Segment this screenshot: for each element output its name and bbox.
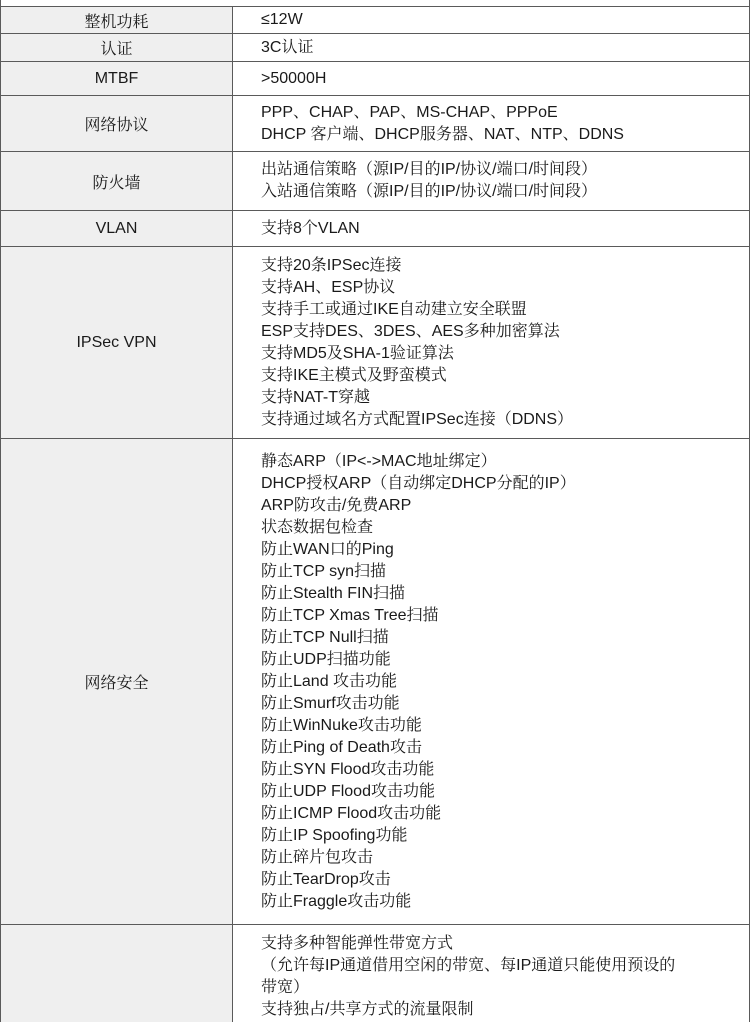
spec-line: PPP、CHAP、PAP、MS-CHAP、PPPoE: [261, 103, 558, 121]
spec-line: 静态ARP（IP<->MAC地址绑定）: [261, 452, 497, 470]
spec-line: 防止Ping of Death攻击: [261, 738, 422, 756]
spec-line: 防止Fraggle攻击功能: [261, 892, 412, 910]
spec-line: ≤12W: [261, 11, 303, 28]
spec-label: 网络协议: [1, 96, 233, 151]
spec-row-firewall: [1, 151, 749, 210]
spec-line: 3C认证: [261, 38, 314, 56]
spec-line: 支持独占/共享方式的流量限制: [261, 1001, 474, 1018]
spec-row-ipsec-vpn: [1, 246, 749, 438]
spec-line: 支持MD5及SHA-1验证算法: [261, 344, 454, 362]
spec-line: 防止TCP Xmas Tree扫描: [261, 606, 439, 624]
spec-row-mtbf: [1, 61, 749, 95]
spec-label: 防火墙: [1, 152, 233, 210]
spec-line: 防止TearDrop攻击: [261, 870, 391, 888]
spec-line: 支持20条IPSec连接: [261, 256, 402, 274]
spec-row-vlan: [1, 210, 749, 246]
spec-label: VLAN: [1, 211, 233, 246]
spec-line: >50000H: [261, 69, 327, 87]
spec-line: 支持NAT-T穿越: [261, 388, 371, 406]
spec-line: 支持多种智能弹性带宽方式: [261, 935, 454, 952]
spec-line: 入站通信策略（源IP/目的IP/协议/端口/时间段）: [261, 183, 598, 200]
spec-line: 支持通过域名方式配置IPSec连接（DDNS）: [261, 410, 574, 428]
spec-label: 网络安全: [1, 439, 233, 924]
spec-line: 防止ICMP Flood攻击功能: [261, 804, 442, 822]
spec-line: 防止Land 攻击功能: [261, 672, 398, 690]
spec-line: 防止Smurf攻击功能: [261, 694, 400, 712]
spec-line: 支持AH、ESP协议: [261, 278, 396, 296]
spec-line: 防止WinNuke攻击功能: [261, 716, 422, 734]
spec-line: 防止WAN口的Ping: [261, 540, 394, 558]
spec-value: [233, 925, 749, 1022]
spec-row-network-protocol: [1, 95, 749, 151]
spec-line: ARP防攻击/免费ARP: [261, 496, 412, 514]
spec-line: 支持8个VLAN: [261, 219, 360, 237]
spec-label: 认证: [1, 34, 233, 61]
spec-line: ESP支持DES、3DES、AES多种加密算法: [261, 322, 560, 340]
spec-value: [233, 152, 749, 210]
spec-label: IPSec VPN: [1, 247, 233, 438]
spec-value: [233, 247, 749, 438]
spec-row-network-security: [1, 438, 749, 924]
spec-line: 防止IP Spoofing功能: [261, 826, 408, 844]
spec-line: 支持手工或通过IKE自动建立安全联盟: [261, 300, 527, 318]
spec-line: DHCP授权ARP（自动绑定DHCP分配的IP）: [261, 474, 576, 492]
spec-line: 防止UDP扫描功能: [261, 650, 391, 668]
spec-label: [1, 925, 233, 1022]
spec-line: 出站通信策略（源IP/目的IP/协议/端口/时间段）: [261, 161, 598, 178]
spec-value: [233, 62, 749, 95]
spec-line: 防止Stealth FIN扫描: [261, 584, 406, 602]
spec-label: MTBF: [1, 62, 233, 95]
spec-line: 支持IKE主模式及野蛮模式: [261, 366, 447, 384]
spec-value: [233, 7, 749, 33]
spec-line: 状态数据包检查: [261, 518, 374, 536]
spec-row-certification: [1, 33, 749, 61]
spec-line: 带宽）: [261, 979, 310, 996]
spec-line: 防止TCP Null扫描: [261, 628, 389, 646]
spec-line: 防止SYN Flood攻击功能: [261, 760, 435, 778]
spec-line: 防止TCP syn扫描: [261, 562, 387, 580]
spec-line: 防止UDP Flood攻击功能: [261, 782, 435, 800]
spec-row-power: [1, 6, 749, 33]
spec-line: DHCP 客户端、DHCP服务器、NAT、NTP、DDNS: [261, 125, 624, 143]
spec-label: 整机功耗: [1, 7, 233, 33]
spec-row-bandwidth: [1, 924, 749, 1022]
spec-line: （允许每IP通道借用空闲的带宽、每IP通道只能使用预设的: [261, 957, 676, 974]
spec-value: [233, 439, 749, 924]
spec-value: [233, 96, 749, 151]
spec-value: [233, 211, 749, 246]
spec-value: [233, 34, 749, 61]
spec-line: 防止碎片包攻击: [261, 848, 374, 866]
